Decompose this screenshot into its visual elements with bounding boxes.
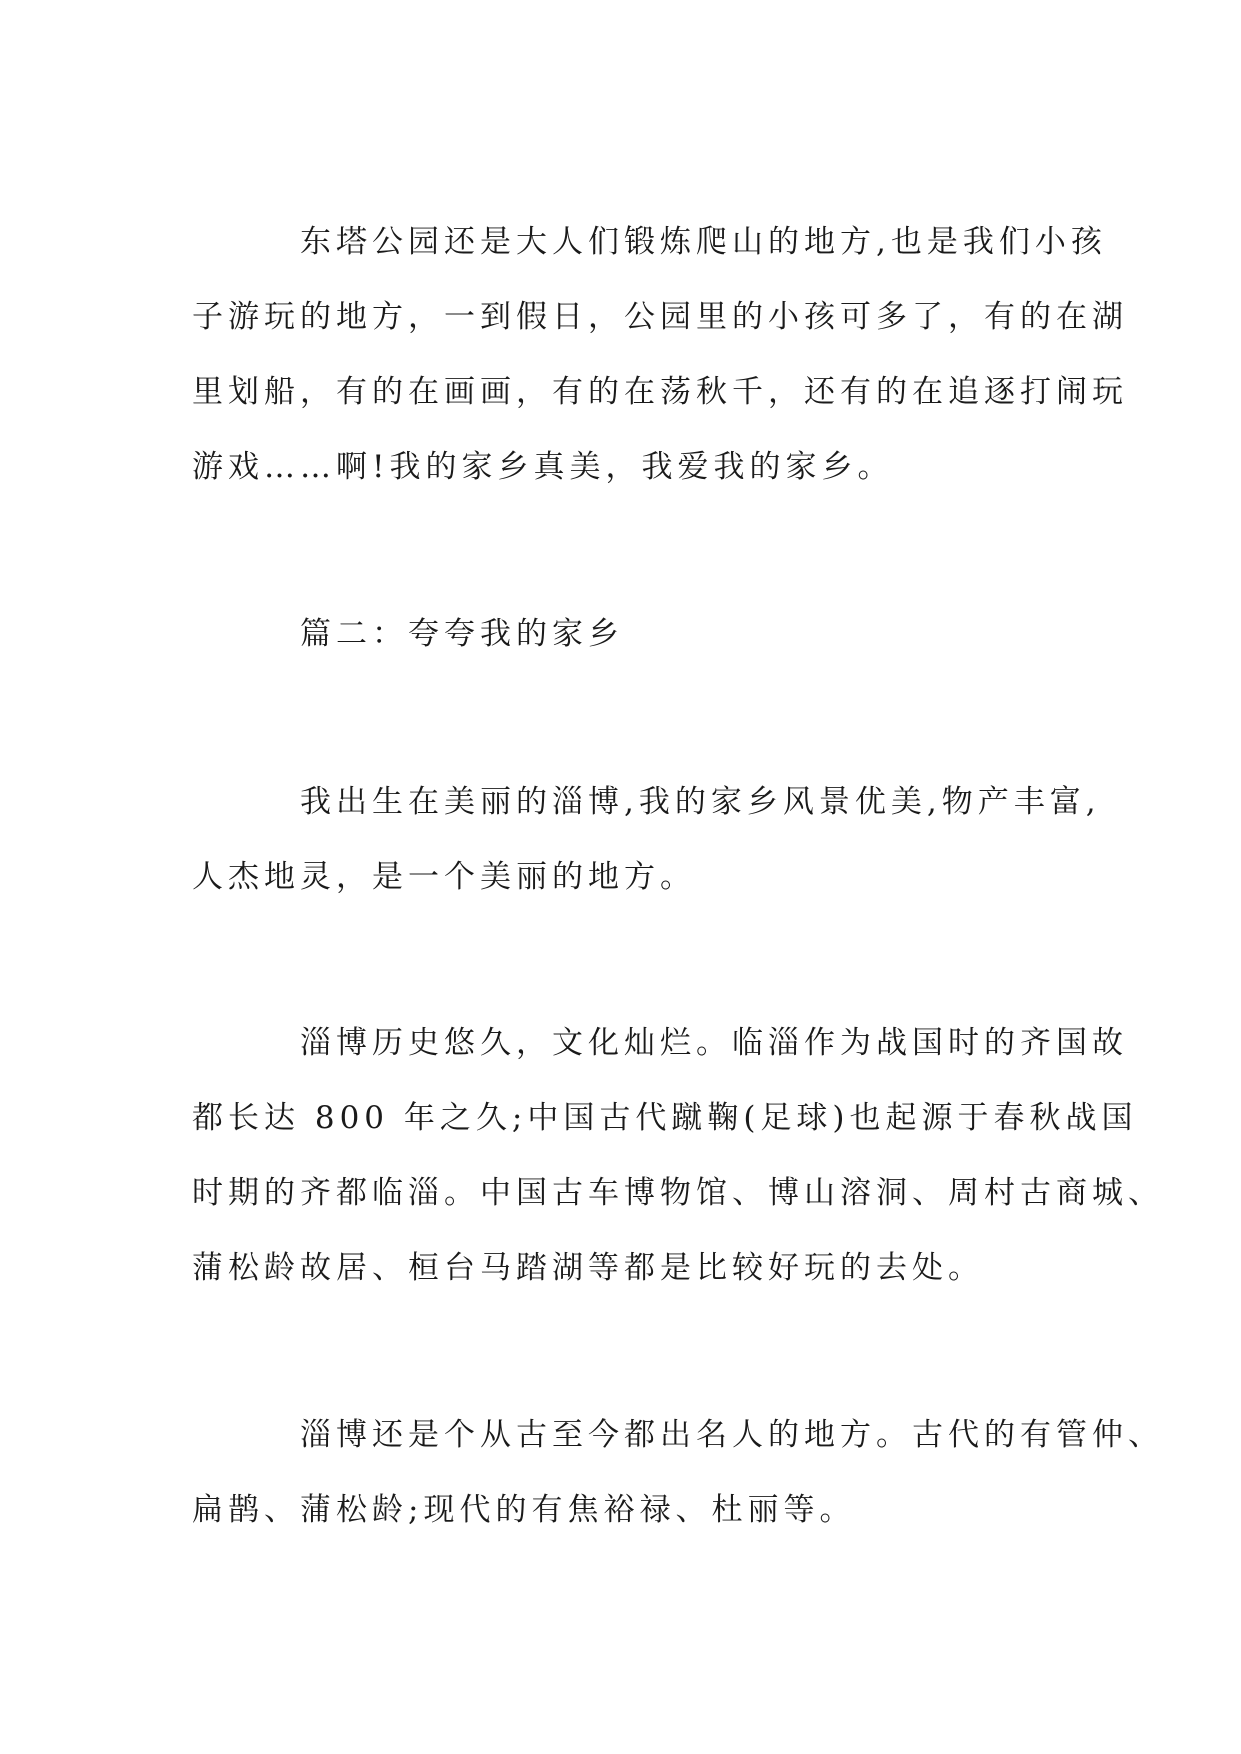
paragraph-4-line-2: 扁鹊、蒲松龄;现代的有焦裕禄、杜丽等。 xyxy=(192,1492,856,1528)
paragraph-1-line-2: 子游玩的地方，一到假日，公园里的小孩可多了，有的在湖 xyxy=(192,299,1128,335)
paragraph-2-line-2: 人杰地灵，是一个美丽的地方。 xyxy=(192,859,696,895)
paragraph-3-line-2: 都长达 800 年之久;中国古代蹴鞠(足球)也起源于春秋战国 xyxy=(192,1100,1138,1136)
paragraph-3-line-4: 蒲松龄故居、桓台马踏湖等都是比较好玩的去处。 xyxy=(192,1250,984,1286)
paragraph-2-line-1: 我出生在美丽的淄博,我的家乡风景优美,物产丰富, xyxy=(300,784,1101,820)
paragraph-1-line-4: 游戏……啊!我的家乡真美，我爱我的家乡。 xyxy=(192,449,894,485)
section-heading: 篇二：夸夸我的家乡 xyxy=(300,616,624,652)
paragraph-1-line-1: 东塔公园还是大人们锻炼爬山的地方,也是我们小孩 xyxy=(300,224,1107,260)
paragraph-3-line-1: 淄博历史悠久，文化灿烂。临淄作为战国时的齐国故 xyxy=(300,1025,1128,1061)
paragraph-4-line-1: 淄博还是个从古至今都出名人的地方。古代的有管仲、 xyxy=(300,1417,1164,1453)
paragraph-3-line-3: 时期的齐都临淄。中国古车博物馆、博山溶洞、周村古商城、 xyxy=(192,1175,1164,1211)
paragraph-1-line-3: 里划船，有的在画画，有的在荡秋千，还有的在追逐打闹玩 xyxy=(192,374,1128,410)
